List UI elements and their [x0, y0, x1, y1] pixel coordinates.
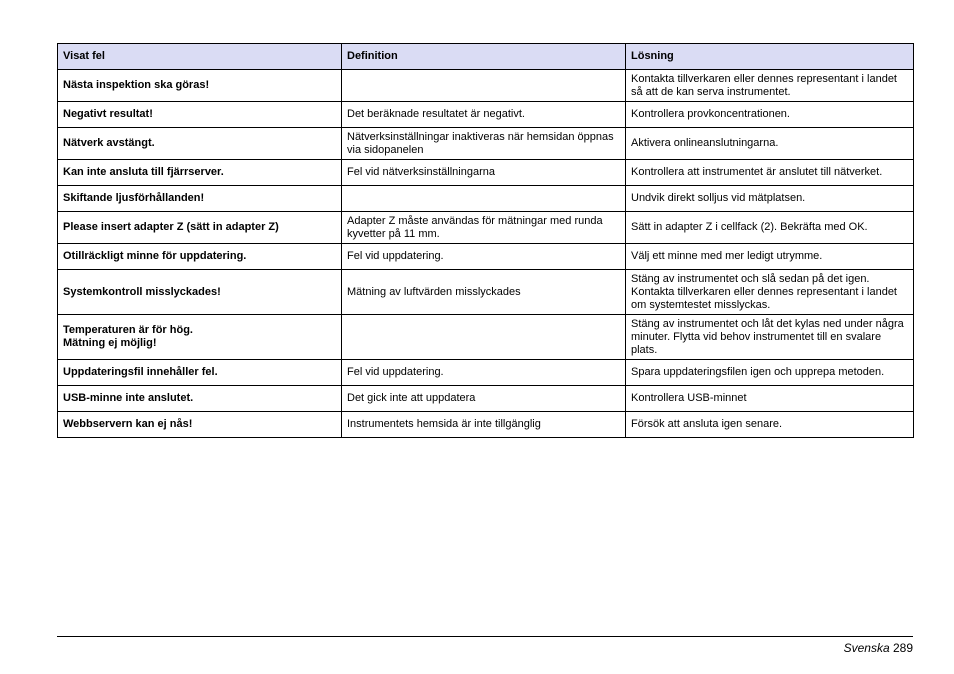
- error-table: [57, 43, 914, 438]
- error-cell: [58, 315, 342, 360]
- definition-cell: Det gick inte att uppdatera: [342, 386, 626, 412]
- header-visat-fel: Visat fel: [58, 44, 342, 70]
- page-number: 289: [892, 641, 913, 655]
- table-row: [58, 212, 914, 244]
- error-cell: USB-minne inte anslutet.: [58, 386, 342, 412]
- definition-cell: Nätverksinställningar inaktiveras när hemsidan öppnas via sidopanelen: [342, 128, 626, 160]
- solution-cell: Stäng av instrumentet och låt det kylas ned under några minuter. Flytta vid behov instrumentet till en svalare plats.: [626, 315, 914, 360]
- definition-cell: [342, 315, 626, 360]
- error-cell: Webbservern kan ej nås!: [58, 412, 342, 438]
- definition-cell: Instrumentets hemsida är inte tillgänglig: [342, 412, 626, 438]
- error-cell: Systemkontroll misslyckades!: [58, 270, 342, 315]
- solution-cell: Undvik direkt solljus vid mätplatsen.: [626, 186, 914, 212]
- definition-cell: Mätning av luftvärden misslyckades: [342, 270, 626, 315]
- definition-cell: Fel vid nätverksinställningarna: [342, 160, 626, 186]
- table-row: [58, 315, 914, 360]
- header-definition: Definition: [342, 44, 626, 70]
- table-row: [58, 270, 914, 315]
- table-row: [58, 360, 914, 386]
- error-cell: Nästa inspektion ska göras!: [58, 70, 342, 102]
- table-row: [58, 102, 914, 128]
- solution-cell: Kontrollera att instrumentet är anslutet till nätverket.: [626, 160, 914, 186]
- table-row: [58, 386, 914, 412]
- error-line: Temperaturen är för hög.: [63, 324, 193, 336]
- header-losning: Lösning: [626, 44, 914, 70]
- definition-cell: [342, 186, 626, 212]
- page-footer: [844, 641, 913, 655]
- solution-cell: Aktivera onlineanslutningarna.: [626, 128, 914, 160]
- solution-cell: Välj ett minne med mer ledigt utrymme.: [626, 244, 914, 270]
- table-row: [58, 186, 914, 212]
- solution-cell: Sätt in adapter Z i cellfack (2). Bekräfta med OK.: [626, 212, 914, 244]
- definition-cell: Adapter Z måste användas för mätningar med runda kyvetter på 11 mm.: [342, 212, 626, 244]
- table-row: [58, 160, 914, 186]
- error-cell: Otillräckligt minne för uppdatering.: [58, 244, 342, 270]
- definition-cell: [342, 70, 626, 102]
- error-cell: Nätverk avstängt.: [58, 128, 342, 160]
- footer-language: Svenska: [843, 641, 890, 655]
- error-cell: Negativt resultat!: [58, 102, 342, 128]
- solution-cell: Kontrollera USB-minnet: [626, 386, 914, 412]
- table-row: [58, 412, 914, 438]
- definition-cell: Fel vid uppdatering.: [342, 360, 626, 386]
- table-row: [58, 70, 914, 102]
- table-row: [58, 128, 914, 160]
- table-header-row: [58, 44, 914, 70]
- error-line: Mätning ej möjlig!: [63, 337, 157, 349]
- solution-cell: Stäng av instrumentet och slå sedan på det igen. Kontakta tillverkaren eller dennes representant i landet om systemtestet misslyckas.: [626, 270, 914, 315]
- error-cell: Skiftande ljusförhållanden!: [58, 186, 342, 212]
- solution-cell: Spara uppdateringsfilen igen och upprepa metoden.: [626, 360, 914, 386]
- table-row: [58, 244, 914, 270]
- solution-cell: Försök att ansluta igen senare.: [626, 412, 914, 438]
- definition-cell: Fel vid uppdatering.: [342, 244, 626, 270]
- footer-divider: [57, 636, 913, 637]
- definition-cell: Det beräknade resultatet är negativt.: [342, 102, 626, 128]
- error-cell: Uppdateringsfil innehåller fel.: [58, 360, 342, 386]
- solution-cell: Kontakta tillverkaren eller dennes representant i landet så att de kan serva instrumentet.: [626, 70, 914, 102]
- solution-cell: Kontrollera provkoncentrationen.: [626, 102, 914, 128]
- error-cell: Kan inte ansluta till fjärrserver.: [58, 160, 342, 186]
- error-cell: Please insert adapter Z (sätt in adapter Z): [58, 212, 342, 244]
